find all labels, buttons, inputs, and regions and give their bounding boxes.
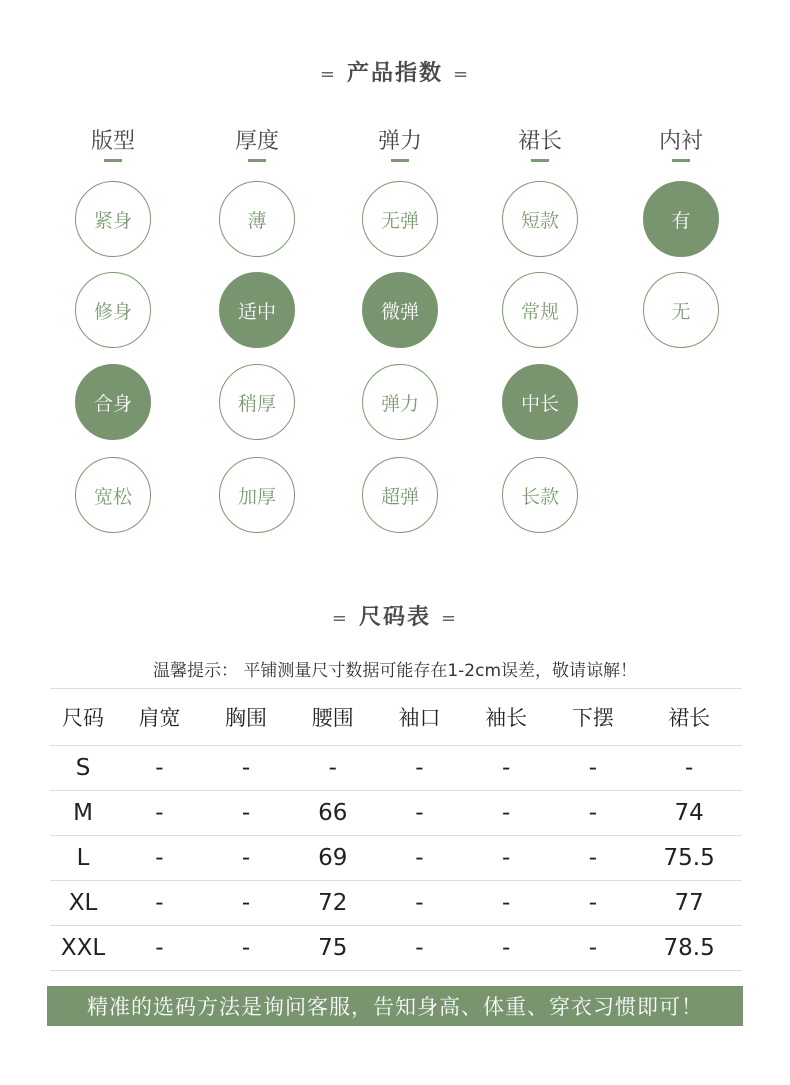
size-value-cell: - bbox=[463, 926, 550, 971]
size-value-cell: - bbox=[376, 791, 463, 836]
size-label-cell: S bbox=[50, 746, 116, 791]
index-option-selected: 适中 bbox=[219, 272, 295, 348]
sizing-advice-banner: 精准的选码方法是询问客服，告知身高、体重、穿衣习惯即可！ bbox=[47, 986, 743, 1026]
size-value-cell: 66 bbox=[289, 791, 376, 836]
size-table-header-cell: 尺码 bbox=[50, 689, 116, 746]
size-label-cell: L bbox=[50, 836, 116, 881]
size-table-header-cell: 下摆 bbox=[550, 689, 637, 746]
size-value-cell: - bbox=[116, 836, 203, 881]
index-column-underline bbox=[248, 159, 266, 162]
size-value-cell: - bbox=[289, 746, 376, 791]
size-table-header-cell: 胸围 bbox=[203, 689, 290, 746]
size-table-header-cell: 裙长 bbox=[636, 689, 742, 746]
measurement-tip: 温馨提示： 平铺测量尺寸数据可能存在1-2cm误差，敬请谅解！ bbox=[152, 661, 638, 681]
index-option: 无弹 bbox=[362, 181, 438, 257]
index-option: 加厚 bbox=[219, 457, 295, 533]
index-column-header: 版型 bbox=[90, 129, 135, 154]
size-value-cell: 77 bbox=[636, 881, 742, 926]
size-value-cell: - bbox=[203, 926, 290, 971]
product-index-title-text: 产品指数 bbox=[346, 61, 443, 86]
size-value-cell: 72 bbox=[289, 881, 376, 926]
size-value-cell: - bbox=[203, 791, 290, 836]
size-value-cell: - bbox=[116, 881, 203, 926]
index-option: 稍厚 bbox=[219, 364, 295, 440]
size-label-cell: M bbox=[50, 791, 116, 836]
index-option: 弹力 bbox=[362, 364, 438, 440]
index-option: 薄 bbox=[219, 181, 295, 257]
size-value-cell: - bbox=[463, 746, 550, 791]
product-index-title: = 产品指数 = bbox=[319, 61, 471, 86]
size-table-header-cell: 腰围 bbox=[289, 689, 376, 746]
size-chart-title: = 尺码表 = bbox=[331, 605, 459, 630]
size-value-cell: - bbox=[636, 746, 742, 791]
size-table-header-cell: 袖口 bbox=[376, 689, 463, 746]
size-value-cell: - bbox=[203, 746, 290, 791]
size-table-header-cell: 袖长 bbox=[463, 689, 550, 746]
index-option-selected: 合身 bbox=[75, 364, 151, 440]
index-option: 无 bbox=[643, 272, 719, 348]
size-table-header-row bbox=[50, 689, 742, 746]
size-value-cell: - bbox=[463, 791, 550, 836]
index-column-underline bbox=[391, 159, 409, 162]
index-column-underline bbox=[104, 159, 122, 162]
size-value-cell: - bbox=[550, 881, 637, 926]
size-value-cell: - bbox=[376, 746, 463, 791]
size-value-cell: - bbox=[116, 926, 203, 971]
size-value-cell: 75.5 bbox=[636, 836, 742, 881]
size-value-cell: - bbox=[116, 791, 203, 836]
index-option: 宽松 bbox=[75, 457, 151, 533]
table-row bbox=[50, 746, 742, 791]
index-option: 长款 bbox=[502, 457, 578, 533]
size-label-cell: XXL bbox=[50, 926, 116, 971]
size-value-cell: 74 bbox=[636, 791, 742, 836]
index-option: 紧身 bbox=[75, 181, 151, 257]
size-value-cell: - bbox=[376, 926, 463, 971]
size-value-cell: 75 bbox=[289, 926, 376, 971]
size-value-cell: - bbox=[376, 881, 463, 926]
size-label-cell: XL bbox=[50, 881, 116, 926]
index-option: 修身 bbox=[75, 272, 151, 348]
size-value-cell: - bbox=[203, 836, 290, 881]
index-option-selected: 微弹 bbox=[362, 272, 438, 348]
size-table-header-cell: 肩宽 bbox=[116, 689, 203, 746]
size-value-cell: - bbox=[203, 881, 290, 926]
size-table bbox=[50, 688, 742, 971]
index-column-header: 裙长 bbox=[517, 129, 562, 154]
size-chart-title-text: 尺码表 bbox=[358, 605, 431, 630]
size-value-cell: - bbox=[550, 926, 637, 971]
size-value-cell: - bbox=[463, 836, 550, 881]
index-option-selected: 中长 bbox=[502, 364, 578, 440]
index-option: 超弹 bbox=[362, 457, 438, 533]
table-row bbox=[50, 881, 742, 926]
index-column-header: 弹力 bbox=[377, 129, 422, 154]
size-value-cell: - bbox=[550, 746, 637, 791]
size-value-cell: - bbox=[116, 746, 203, 791]
size-value-cell: 78.5 bbox=[636, 926, 742, 971]
index-column-header: 内衬 bbox=[658, 129, 703, 154]
index-column-underline bbox=[672, 159, 690, 162]
index-column-underline bbox=[531, 159, 549, 162]
size-value-cell: 69 bbox=[289, 836, 376, 881]
size-value-cell: - bbox=[376, 836, 463, 881]
table-row bbox=[50, 926, 742, 971]
size-value-cell: - bbox=[463, 881, 550, 926]
size-value-cell: - bbox=[550, 791, 637, 836]
index-column-header: 厚度 bbox=[234, 129, 279, 154]
index-option: 短款 bbox=[502, 181, 578, 257]
index-option: 常规 bbox=[502, 272, 578, 348]
table-row bbox=[50, 791, 742, 836]
table-row bbox=[50, 836, 742, 881]
size-value-cell: - bbox=[550, 836, 637, 881]
index-option-selected: 有 bbox=[643, 181, 719, 257]
